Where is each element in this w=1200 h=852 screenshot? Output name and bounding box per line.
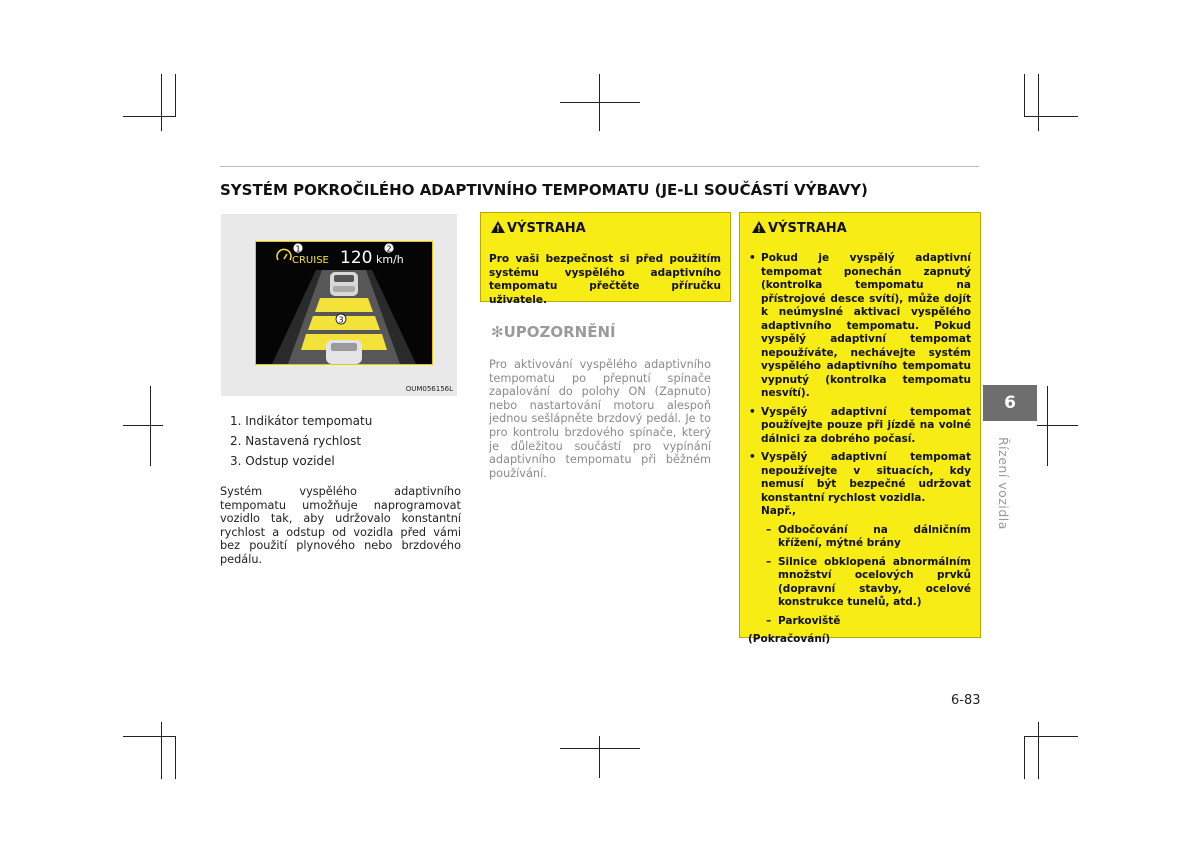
warning-bullet: • Pokud je vyspělý adaptivní tempomat ponechán zapnutý (kontrolka tempomatu na přístrojové desce svítí), může dojít k neúmyslné aktivaci vyspělého adaptivního tempomatu. Pokud vyspělý adaptivní tempomat nepoužíváte, nechávejte systém vyspělého adaptivního tempomatu vypnutý (kontrolka tempomatu nesvítí). (748, 252, 971, 401)
crop-mark (175, 74, 176, 116)
legend-item: 3. Odstup vozidel (230, 454, 335, 468)
cruise-indicator-icon (277, 249, 291, 260)
crop-mark (123, 736, 176, 737)
crop-mark (560, 748, 640, 749)
crop-mark (123, 116, 176, 117)
warning-list (748, 252, 971, 647)
warning-subitem: – Silnice obklopená abnormálním množství ocelových prvků (dopravní stavby, ocelové konstrukce tunelů, atd.) (748, 556, 971, 610)
crop-mark (1024, 736, 1078, 737)
cluster-illustration (256, 242, 432, 364)
continued-note: (Pokračování) (748, 633, 831, 645)
crop-mark (123, 425, 163, 426)
section-heading: SYSTÉM POKROČILÉHO ADAPTIVNÍHO TEMPOMATU (JE-LI SOUČÁSTÍ VÝBAVY) (220, 181, 868, 199)
header-rule (220, 166, 979, 167)
callout-2: 2 (386, 244, 392, 254)
intro-paragraph: Systém vyspělého adaptivního tempomatu umožňuje naprogramovat vozidlo tak, aby udržovalo konstantní rychlost a odstup od vozidla před vámi bez použití plynového nebo brzdového pedálu. (220, 485, 461, 566)
warning-box (480, 212, 731, 306)
warning-triangle-icon (752, 221, 766, 233)
caution-text: Pro aktivování vyspělého adaptivního tempomatu po přepnutí spínače zapalování do polohy ON (Zapnuto) nebo nastartování motoru alespoň jednou sešlápněte brzdový pedál. Je to pro kontrolu brzdového spínače, který je důležitou součástí pro vypínání adaptivního tempomatu při běžném používání. (489, 358, 711, 480)
cruise-label: CRUISE (292, 255, 329, 266)
figure-legend (230, 414, 372, 474)
warning-bullet-text: Vyspělý adaptivní tempomat nepoužívejte v situacích, kdy nemusí být bezpečné udržovat konstantní rychlost vozidla. (761, 451, 971, 504)
crop-mark (175, 736, 176, 779)
crop-mark (1024, 74, 1025, 116)
crop-mark (599, 74, 600, 131)
warning-subitem: – Odbočování na dálničním křížení, mýtné brány (748, 524, 971, 551)
warning-text: Pro vaši bezpečnost si před použitím systému vyspělého adaptivního tempomatu přečtěte příručku uživatele. (489, 253, 721, 306)
caution-star-icon: ✻ (491, 323, 504, 341)
chapter-tab: 6 (983, 385, 1037, 421)
crop-mark (161, 722, 162, 779)
warning-bullet: • Vyspělý adaptivní tempomat používejte pouze při jízdě na volné dálnici za dobrého počasí. (748, 406, 971, 447)
warning-bullet (748, 451, 971, 519)
example-label: Např., (761, 505, 797, 517)
set-speed: 120 (340, 248, 373, 268)
warning-box-large (739, 212, 981, 645)
caution-heading (491, 323, 616, 341)
own-car-icon (326, 340, 362, 364)
crop-mark (560, 102, 640, 103)
callout-1: 1 (295, 244, 301, 254)
crop-mark (1024, 736, 1025, 779)
legend-item: 1. Indikátor tempomatu (230, 414, 373, 428)
crop-mark (1037, 425, 1078, 426)
crop-mark (150, 386, 151, 466)
warning-heading (752, 221, 847, 236)
callout-3: 3 (338, 315, 344, 325)
figure-code: OUM056156L (405, 385, 453, 393)
warning-title: VÝSTRAHA (768, 221, 847, 236)
chapter-title: Řízení vozidla (996, 437, 1011, 530)
warning-triangle-icon (491, 221, 505, 233)
crop-mark (1038, 722, 1039, 779)
warning-subitem: – Parkoviště (748, 615, 971, 629)
crop-mark (1038, 74, 1039, 131)
caution-title: UPOZORNĚNÍ (503, 323, 616, 341)
crop-mark (161, 74, 162, 131)
crop-mark (599, 736, 600, 778)
cluster-display (255, 241, 433, 365)
legend-item: 2. Nastavená rychlost (230, 434, 362, 448)
warning-heading (491, 221, 586, 236)
front-car-icon (330, 272, 358, 296)
crop-mark (1047, 386, 1048, 466)
speed-unit: km/h (376, 253, 404, 266)
crop-mark (1024, 116, 1078, 117)
page-number: 6-83 (951, 693, 981, 708)
warning-title: VÝSTRAHA (507, 221, 586, 236)
